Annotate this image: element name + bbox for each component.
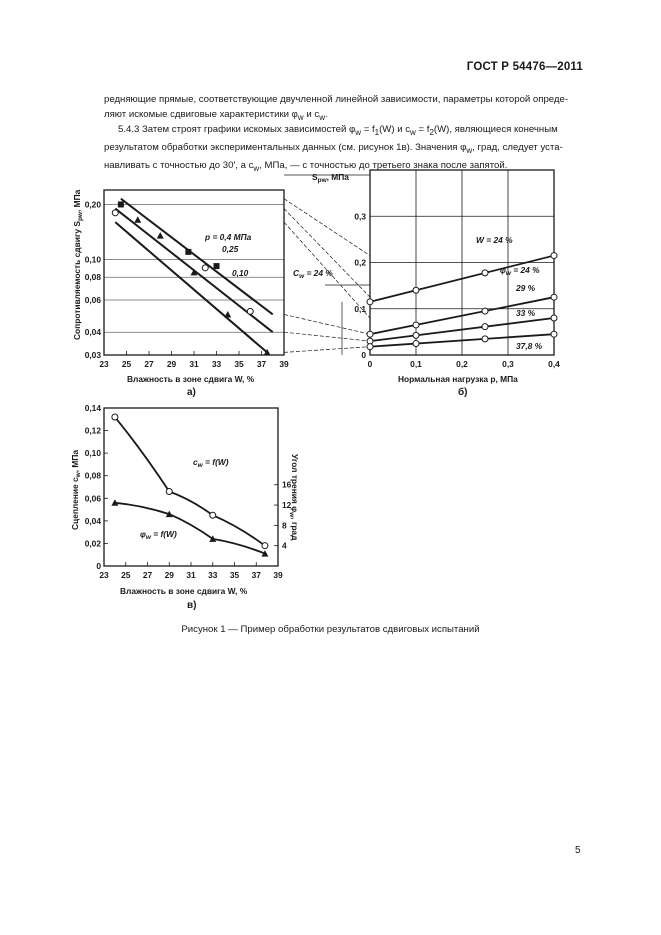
x-tick-label: 25 xyxy=(121,570,131,580)
y-tick-label: 0,20 xyxy=(84,199,101,210)
y-right-tick-label: 8 xyxy=(282,520,287,531)
circle-marker xyxy=(202,265,208,271)
x-tick-label: 29 xyxy=(166,359,177,369)
square-marker xyxy=(118,201,124,207)
circle-marker xyxy=(482,308,488,314)
circle-marker xyxy=(210,512,216,518)
y-tick-label: 0,04 xyxy=(84,327,101,338)
y-right-tick-label: 16 xyxy=(282,479,292,490)
x-tick-label: 29 xyxy=(164,570,174,580)
text-line: результатом обработки экспериментальных данных (см. рисунок 1в). Значения $\varphi_w$, град, следует уста- xyxy=(104,141,563,155)
x-tick-label: 35 xyxy=(234,359,244,369)
series-label: 29 % xyxy=(516,283,536,293)
document-header: ГОСТ Р 54476—2011 xyxy=(466,61,583,73)
series-line xyxy=(121,199,273,315)
plot-frame xyxy=(104,408,278,566)
x-tick-label: 0 xyxy=(367,359,373,369)
chart-panel-b xyxy=(293,170,560,398)
circle-marker xyxy=(551,331,557,337)
circle-marker xyxy=(482,324,488,330)
y-axis-label: Сцепление $c_w$, МПа xyxy=(70,449,82,530)
y-axis-label: $S_{рw}$, МПа xyxy=(312,172,349,184)
y-tick-label: 0,10 xyxy=(84,448,101,459)
x-tick-label: 23 xyxy=(99,359,109,369)
y-tick-label: 0,03 xyxy=(84,350,101,360)
series-label: 0,10 xyxy=(232,268,249,278)
panel-label: б) xyxy=(458,387,468,398)
y-tick-label: 0,08 xyxy=(84,272,101,283)
figure-caption: Рисунок 1 — Пример обработки результатов сдвиговых испытаний xyxy=(181,624,480,635)
series-line xyxy=(115,503,265,554)
square-marker xyxy=(214,263,220,269)
series-label: 33 % xyxy=(516,308,536,318)
x-tick-label: 37 xyxy=(256,359,267,369)
circle-marker xyxy=(367,331,373,337)
circle-marker xyxy=(367,344,373,350)
x-tick-label: 31 xyxy=(186,570,196,580)
series-label: $\varphi_w = f(W)$ xyxy=(140,529,177,541)
series-label: 0,25 xyxy=(222,244,239,254)
triangle-marker xyxy=(157,232,164,239)
circle-marker xyxy=(112,414,118,420)
y-tick-label: 0,3 xyxy=(354,211,366,222)
series-line xyxy=(115,417,265,546)
series-label: $C_w = 24$ % xyxy=(293,268,333,280)
y-tick-label: 0,12 xyxy=(84,425,101,436)
circle-marker xyxy=(413,287,419,293)
y-tick-label: 0,02 xyxy=(84,538,101,549)
x-tick-label: 23 xyxy=(99,570,109,580)
panel-label: а) xyxy=(187,387,196,398)
connector-line xyxy=(284,347,370,353)
text-line: навливать с точностью до 30′, а $c_w$, МПа, — с точностью до третьего знака после запятой. xyxy=(104,159,508,173)
x-axis-label: Влажность в зоне сдвига W, % xyxy=(127,374,255,384)
text-line: 5.4.3 Затем строят графики искомых зависимостей $\varphi_w = f_1(W)$ и $c_w = f_2(W)$, являющиеся конечным xyxy=(118,124,558,137)
y-tick-label: 0 xyxy=(361,350,366,360)
y-right-tick-label: 4 xyxy=(282,540,287,551)
x-tick-label: 31 xyxy=(189,359,199,369)
y-axis-label: Сопротивляемость сдвигу $S_{рw}$, МПа xyxy=(72,189,84,340)
triangle-marker xyxy=(134,216,141,223)
x-axis-label: Влажность в зоне сдвига W, % xyxy=(120,586,248,596)
connector-line xyxy=(284,332,370,341)
circle-marker xyxy=(482,336,488,342)
chart-panel-a xyxy=(72,189,289,398)
y-tick-label: 0,1 xyxy=(354,303,366,314)
x-tick-label: 27 xyxy=(144,359,154,369)
series-label: 37,8 % xyxy=(516,341,543,351)
circle-marker xyxy=(551,315,557,321)
x-tick-label: 0,4 xyxy=(548,359,560,369)
x-tick-label: 35 xyxy=(229,570,240,580)
text-line: ляют искомые сдвиговые характеристики $\varphi_w$ и $c_w$. xyxy=(104,109,328,122)
y-tick-label: 0,14 xyxy=(84,403,101,413)
series-label: $\varphi_w = 24$ % xyxy=(500,265,540,277)
circle-marker xyxy=(413,341,419,347)
triangle-marker xyxy=(224,311,231,318)
x-tick-label: 37 xyxy=(251,570,261,580)
series-label: $c_w = f(W)$ xyxy=(193,457,229,469)
x-tick-label: 25 xyxy=(121,359,132,369)
circle-marker xyxy=(367,299,373,305)
y-tick-label: 0,04 xyxy=(84,515,101,526)
x-tick-label: 27 xyxy=(142,570,153,580)
circle-marker xyxy=(413,332,419,338)
circle-marker xyxy=(166,489,172,495)
x-tick-label: 0,1 xyxy=(410,359,422,369)
x-tick-label: 33 xyxy=(208,570,218,580)
x-tick-label: 0,3 xyxy=(502,359,514,369)
circle-marker xyxy=(247,308,253,314)
chart-panel-c xyxy=(70,403,300,611)
square-marker xyxy=(185,249,191,255)
x-tick-label: 39 xyxy=(273,570,283,580)
y-tick-label: 0,2 xyxy=(354,257,366,268)
y-tick-label: 0,08 xyxy=(84,470,101,481)
x-tick-label: 39 xyxy=(279,359,289,369)
circle-marker xyxy=(551,253,557,259)
circle-marker xyxy=(413,322,419,328)
x-axis-label: Нормальная нагрузка p, МПа xyxy=(398,374,518,384)
circle-marker xyxy=(482,270,488,276)
connector-line xyxy=(284,314,370,334)
circle-marker xyxy=(262,543,268,549)
text-line: редняющие прямые, соответствующие двучленной линейной зависимости, параметры которой опреде- xyxy=(104,94,569,105)
y-tick-label: 0,06 xyxy=(84,295,101,305)
y-right-tick-label: 12 xyxy=(282,500,292,511)
connector-line xyxy=(284,199,370,256)
y-tick-label: 0,06 xyxy=(84,493,101,504)
y-tick-label: 0 xyxy=(96,561,101,571)
connector-line xyxy=(284,209,370,298)
circle-marker xyxy=(112,210,118,216)
x-tick-label: 0,2 xyxy=(456,359,468,369)
panel-label: в) xyxy=(187,600,197,611)
y-right-axis-label: Угол трения $\varphi_w$, град xyxy=(288,454,300,541)
x-tick-label: 33 xyxy=(211,359,222,369)
series-label: p = 0,4 МПа xyxy=(205,232,252,242)
page-number: 5 xyxy=(575,845,581,856)
y-tick-label: 0,10 xyxy=(84,254,101,265)
series-label: W = 24 % xyxy=(476,235,513,245)
circle-marker xyxy=(551,294,557,300)
